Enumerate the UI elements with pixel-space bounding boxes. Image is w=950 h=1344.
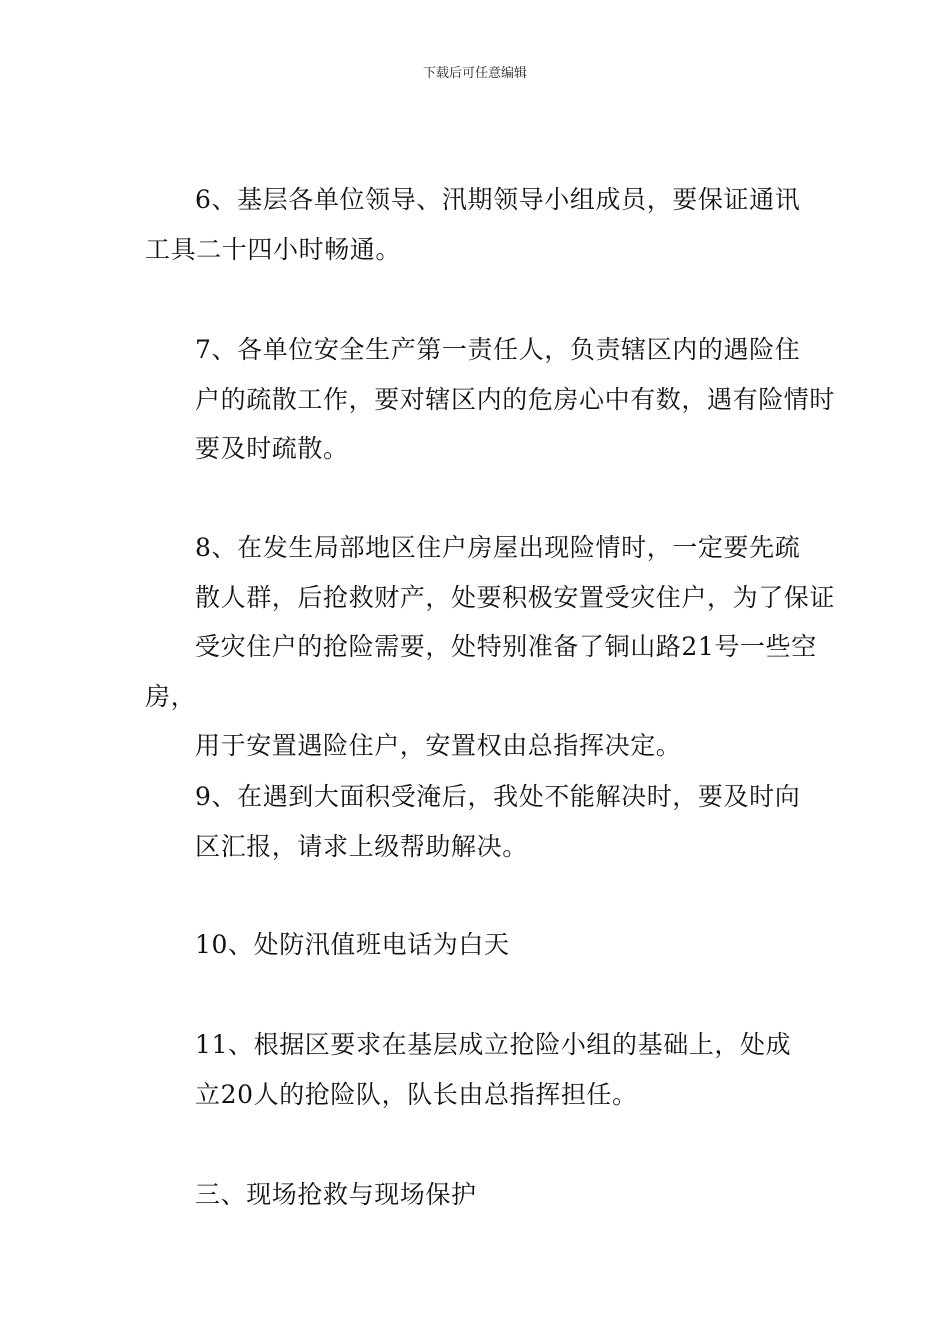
paragraph-line: 11、根据区要求在基层成立抢险小组的基础上，处成 xyxy=(195,1030,792,1059)
page-header: 下载后可任意编辑 xyxy=(422,66,527,81)
paragraph-7 xyxy=(145,325,835,474)
paragraph-9 xyxy=(145,772,835,871)
paragraph-11 xyxy=(145,1020,835,1119)
section-heading-text: 三、现场抢救与现场保护 xyxy=(195,1180,477,1209)
paragraph-line: 7、各单位安全生产第一责任人，负责辖区内的遇险住 xyxy=(195,335,801,364)
paragraph-line: 散人群，后抢救财产，处要积极安置受灾住户，为了保证 xyxy=(195,582,836,612)
paragraph-line: 工具二十四小时畅通。 xyxy=(145,234,402,264)
paragraph-10 xyxy=(145,920,835,970)
paragraph-line: 要及时疏散。 xyxy=(195,434,349,463)
paragraph-line: 户的疏散工作，要对辖区内的危房心中有数，遇有险情时 xyxy=(195,384,836,414)
paragraph-line: 区汇报，请求上级帮助解决。 xyxy=(195,831,528,861)
paragraph-line: 9、在遇到大面积受淹后，我处不能解决时，要及时向 xyxy=(195,782,801,811)
paragraph-line: 受灾住户的抢险需要，处特别准备了铜山路21号一些空房， xyxy=(145,632,817,711)
paragraph-8 xyxy=(145,523,835,771)
paragraph-line: 10、处防汛值班电话为白天 xyxy=(195,930,510,959)
paragraph-line: 立20人的抢险队，队长由总指挥担任。 xyxy=(195,1079,638,1109)
paragraph-line: 8、在发生局部地区住户房屋出现险情时，一定要先疏 xyxy=(195,533,801,562)
section-heading xyxy=(145,1170,835,1220)
paragraph-line: 6、基层各单位领导、汛期领导小组成员，要保证通讯 xyxy=(195,185,801,214)
paragraph-line: 用于安置遇险住户，安置权由总指挥决定。 xyxy=(195,731,682,760)
paragraph-6 xyxy=(145,175,835,274)
